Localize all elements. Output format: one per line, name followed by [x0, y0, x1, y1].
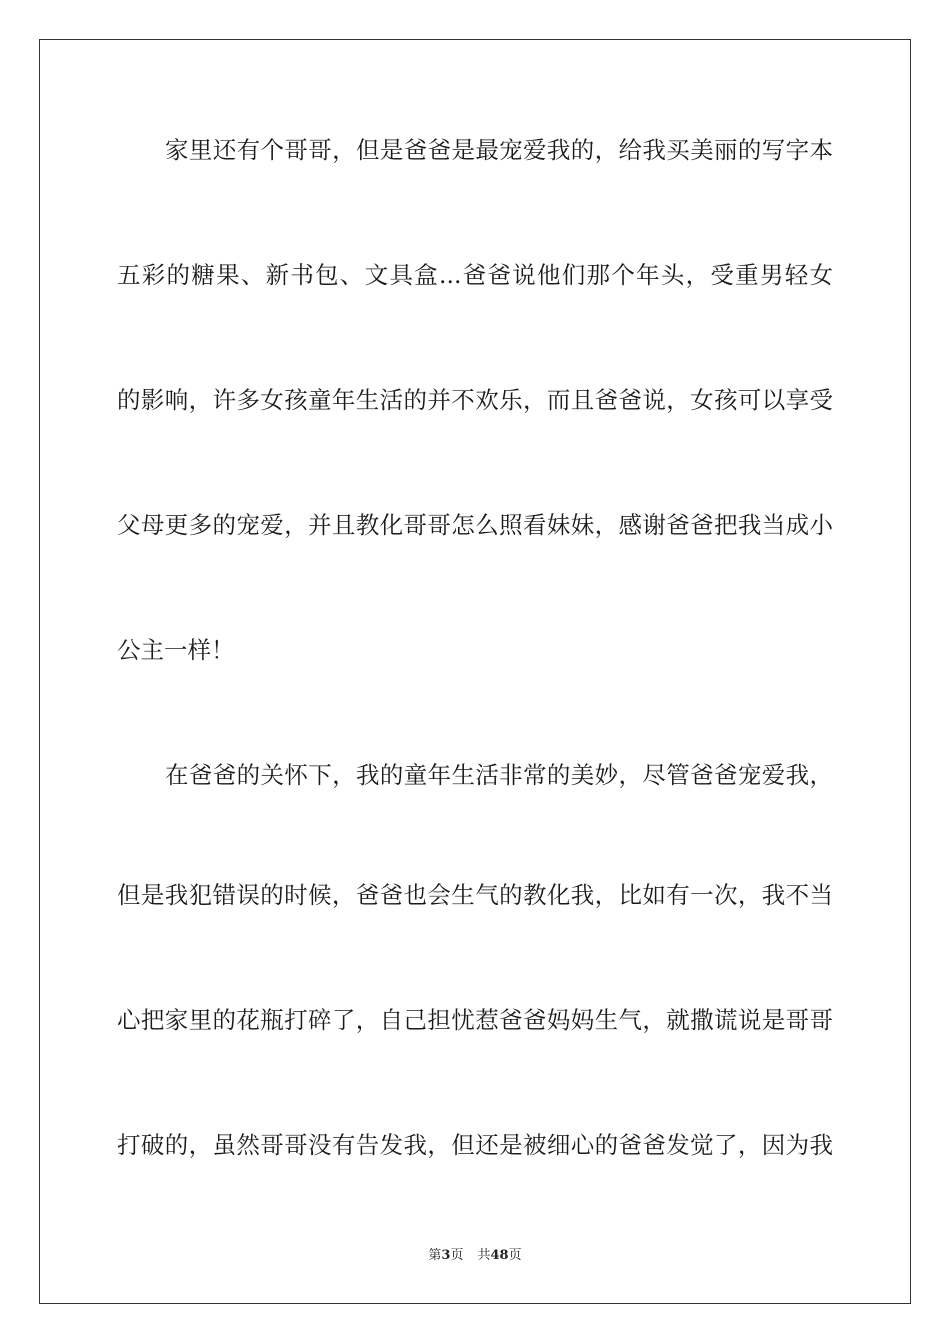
- text-line: 父母更多的宠爱，并且教化哥哥怎么照看妹妹，感谢爸爸把我当成小: [117, 511, 833, 539]
- text-line: 五彩的糖果、新书包、文具盒...爸爸说他们那个年头，受重男轻女: [117, 261, 833, 289]
- text-line: 打破的，虽然哥哥没有告发我，但还是被细心的爸爸发觉了，因为我: [117, 1131, 833, 1159]
- page-number: 3: [441, 1248, 451, 1263]
- total-pages-indicator: [477, 1248, 521, 1263]
- page-footer: [0, 1246, 950, 1266]
- page-suffix: 页: [450, 1248, 464, 1263]
- text-line: 但是我犯错误的时候，爸爸也会生气的教化我，比如有一次，我不当: [117, 881, 833, 909]
- text-line: 家里还有个哥哥，但是爸爸是最宠爱我的，给我买美丽的写字本: [165, 136, 833, 164]
- page-prefix: 第: [428, 1248, 442, 1263]
- total-prefix: 共: [477, 1248, 491, 1263]
- text-line: 的影响，许多女孩童年生活的并不欢乐，而且爸爸说，女孩可以享受: [117, 386, 833, 414]
- page-indicator: [428, 1248, 463, 1263]
- text-line: 公主一样！: [117, 636, 235, 664]
- text-line: 在爸爸的关怀下，我的童年生活非常的美妙，尽管爸爸宠爱我，: [165, 761, 833, 789]
- page-border: [39, 39, 911, 1304]
- total-pages: 48: [490, 1248, 509, 1263]
- text-line: 心把家里的花瓶打碎了，自己担忧惹爸爸妈妈生气，就撒谎说是哥哥: [117, 1006, 833, 1034]
- total-suffix: 页: [508, 1248, 522, 1263]
